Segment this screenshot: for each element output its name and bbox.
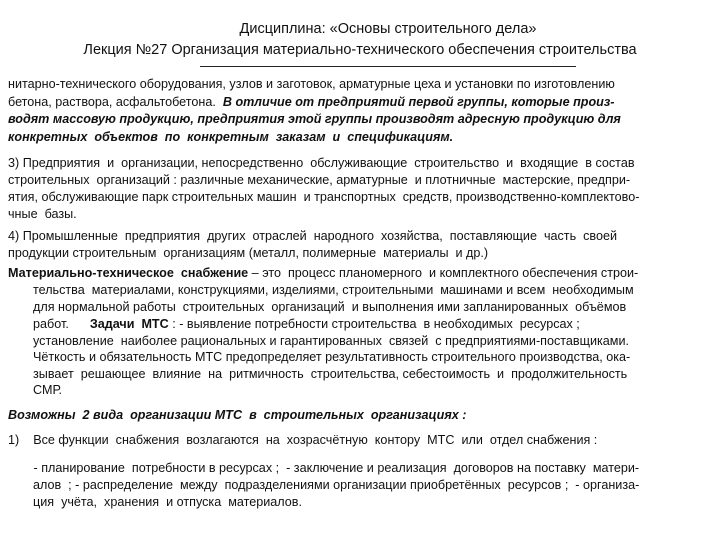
discipline-title: Дисциплина: «Основы строительного дела» xyxy=(239,21,537,37)
p1-line-2 xyxy=(8,94,614,110)
p4-line-2: тельства материалами, конструкциями, изделиями, строительными машинами и всем необходимым xyxy=(33,283,634,297)
p7-line-2: алов ; - распределение между подразделениями организации приобретённых ресурсов ; - организа- xyxy=(33,478,640,492)
p2-line-2: строительных организаций : различные механические, арматурные и плотничные мастерские, предпри- xyxy=(8,173,631,187)
mts-type-1: 1) Все функции снабжения возлагаются на хозрасчётную контору МТС или отдел снабжения : xyxy=(8,433,598,447)
p4-line-6: Чёткость и обязательность МТС предопределяет результативность строительного производства, ока- xyxy=(33,350,631,364)
mts-definition-term: Материально-техническое снабжение xyxy=(8,266,249,280)
mts-tasks-label: Задачи МТС xyxy=(89,317,169,331)
p3-line-2: продукции строительным организациям (металл, полимерные материалы и др.) xyxy=(8,246,489,260)
p2-line-4: чные базы. xyxy=(8,207,77,221)
p1-line-2-text: бетона, раствора, асфальтобетона. xyxy=(8,95,223,109)
p3-line-1: 4) Промышленные предприятия других отраслей народного хозяйства, поставляющие часть своей xyxy=(8,229,618,243)
p7-line-3: ция учёта, хранения и отпуска материалов. xyxy=(33,495,302,509)
mts-types-heading: Возможны 2 вида организации МТС в строительных организациях : xyxy=(8,408,467,422)
p1-line-1: нитарно-технического оборудования, узлов и заготовок, арматурные цеха и установки по изготовлению xyxy=(8,77,615,91)
p4-line-4-lead: работ. xyxy=(33,317,90,331)
p1-line-4: конкретных объектов по конкретным заказам и спецификациям. xyxy=(8,130,454,144)
p4-line-1 xyxy=(8,265,638,281)
p4-line-3: для нормальной работы строительных организаций и выполнения ими запланированных объёмов xyxy=(33,300,627,314)
header-divider xyxy=(200,66,576,67)
lecture-title: Лекция №27 Организация материально-технического обеспечения строительства xyxy=(83,42,637,58)
p1-line-3: водят массовую продукцию, предприятия этой группы производят адресную продукцию для xyxy=(8,112,621,126)
p4-line-7: зывает решающее влияние на ритмичность строительства, себестоимость и продолжительность xyxy=(33,367,628,381)
p2-line-3: ятия, обслуживающие парк строительных машин и транспортных средств, производственно-комплектово- xyxy=(8,190,640,204)
p7-line-1: - планирование потребности в ресурсах ; - заключение и реализация договоров на поставку матери- xyxy=(30,461,640,475)
p4-line-4 xyxy=(33,316,580,332)
mts-definition-text: – это процесс планомерного и комплектного обеспечения строи- xyxy=(248,266,639,280)
p2-line-1: 3) Предприятия и организации, непосредственно обслуживающие строительство и входящие в состав xyxy=(8,156,635,170)
p4-line-8: СМР. xyxy=(33,383,62,397)
p1-emphasis-start: В отличие от предприятий первой группы, которые произ- xyxy=(222,95,615,109)
mts-tasks-text: : - выявление потребности строительства в необходимых ресурсах ; xyxy=(168,317,580,331)
p4-line-5: установление наиболее рациональных и гарантированных связей с предприятиями-поставщиками. xyxy=(33,334,629,348)
